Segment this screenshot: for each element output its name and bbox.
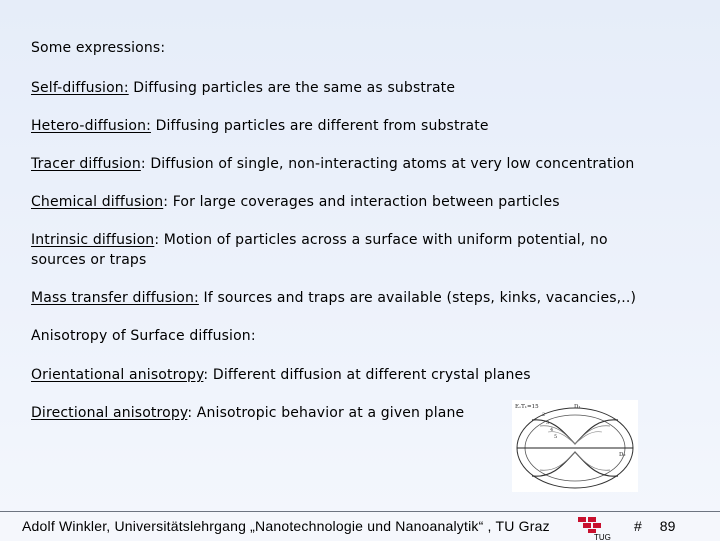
definition-text: : For large coverages and interaction between particles: [163, 194, 560, 210]
page-symbol: #: [634, 518, 642, 534]
definition-intrinsic-diffusion: [31, 230, 661, 270]
definition-text: Diffusing particles are the same as substrate: [128, 80, 456, 96]
term: Directional anisotropy: [31, 405, 188, 421]
contour-3: [540, 452, 610, 470]
definition-text: Diffusing particles are different from substrate: [150, 118, 489, 134]
term: Mass transfer diffusion:: [31, 290, 199, 306]
anisotropy-heading: Anisotropy of Surface diffusion:: [31, 328, 256, 344]
logo-text: TUG: [594, 533, 611, 541]
term: Chemical diffusion: [31, 194, 164, 210]
mark-2: 2: [542, 412, 546, 418]
section-heading: Some expressions:: [31, 40, 166, 56]
definition-text: : Motion of particles across a surface with uniform potential, no sources or traps: [31, 232, 608, 268]
footer-author: Adolf Winkler, Universitätslehrgang „Nanotechnologie und Nanoanalytik“ , TU Graz: [22, 518, 550, 534]
footer-bar: [0, 511, 720, 541]
term: Orientational anisotropy: [31, 367, 204, 383]
label-top-left: EₒT₁=15: [515, 404, 539, 410]
page-number: 89: [659, 518, 676, 534]
definition-self-diffusion: [31, 78, 681, 98]
mark-5: 5: [554, 434, 558, 440]
definition-directional-anisotropy: [31, 403, 501, 423]
anisotropy-diagram: [512, 400, 638, 492]
page-indicator: [634, 518, 675, 534]
definition-text: : Anisotropic behavior at a given plane: [187, 405, 465, 421]
mark-4: 4: [550, 427, 554, 433]
definition-text: : Different diffusion at different crystal planes: [203, 367, 531, 383]
definition-text: If sources and traps are available (steps, kinks, vacancies,..): [198, 290, 637, 306]
definition-hetero-diffusion: [31, 116, 681, 136]
definition-mass-transfer-diffusion: [31, 288, 681, 308]
term: Hetero-diffusion:: [31, 118, 151, 134]
tug-logo: [576, 515, 614, 541]
label-d2: D₂: [619, 452, 626, 458]
term: Intrinsic diffusion: [31, 232, 155, 248]
definition-chemical-diffusion: [31, 192, 681, 212]
label-d1: D₁: [574, 404, 581, 410]
upper-lobe-curve: [532, 420, 618, 444]
definition-tracer-diffusion: [31, 154, 681, 174]
definition-text: : Diffusion of single, non-interacting atoms at very low concentration: [140, 156, 635, 172]
lower-lobe-curve: [532, 452, 618, 476]
term: Tracer diffusion: [31, 156, 141, 172]
definition-orientational-anisotropy: [31, 365, 681, 385]
mark-3: 3: [546, 420, 550, 426]
term: Self-diffusion:: [31, 80, 129, 96]
